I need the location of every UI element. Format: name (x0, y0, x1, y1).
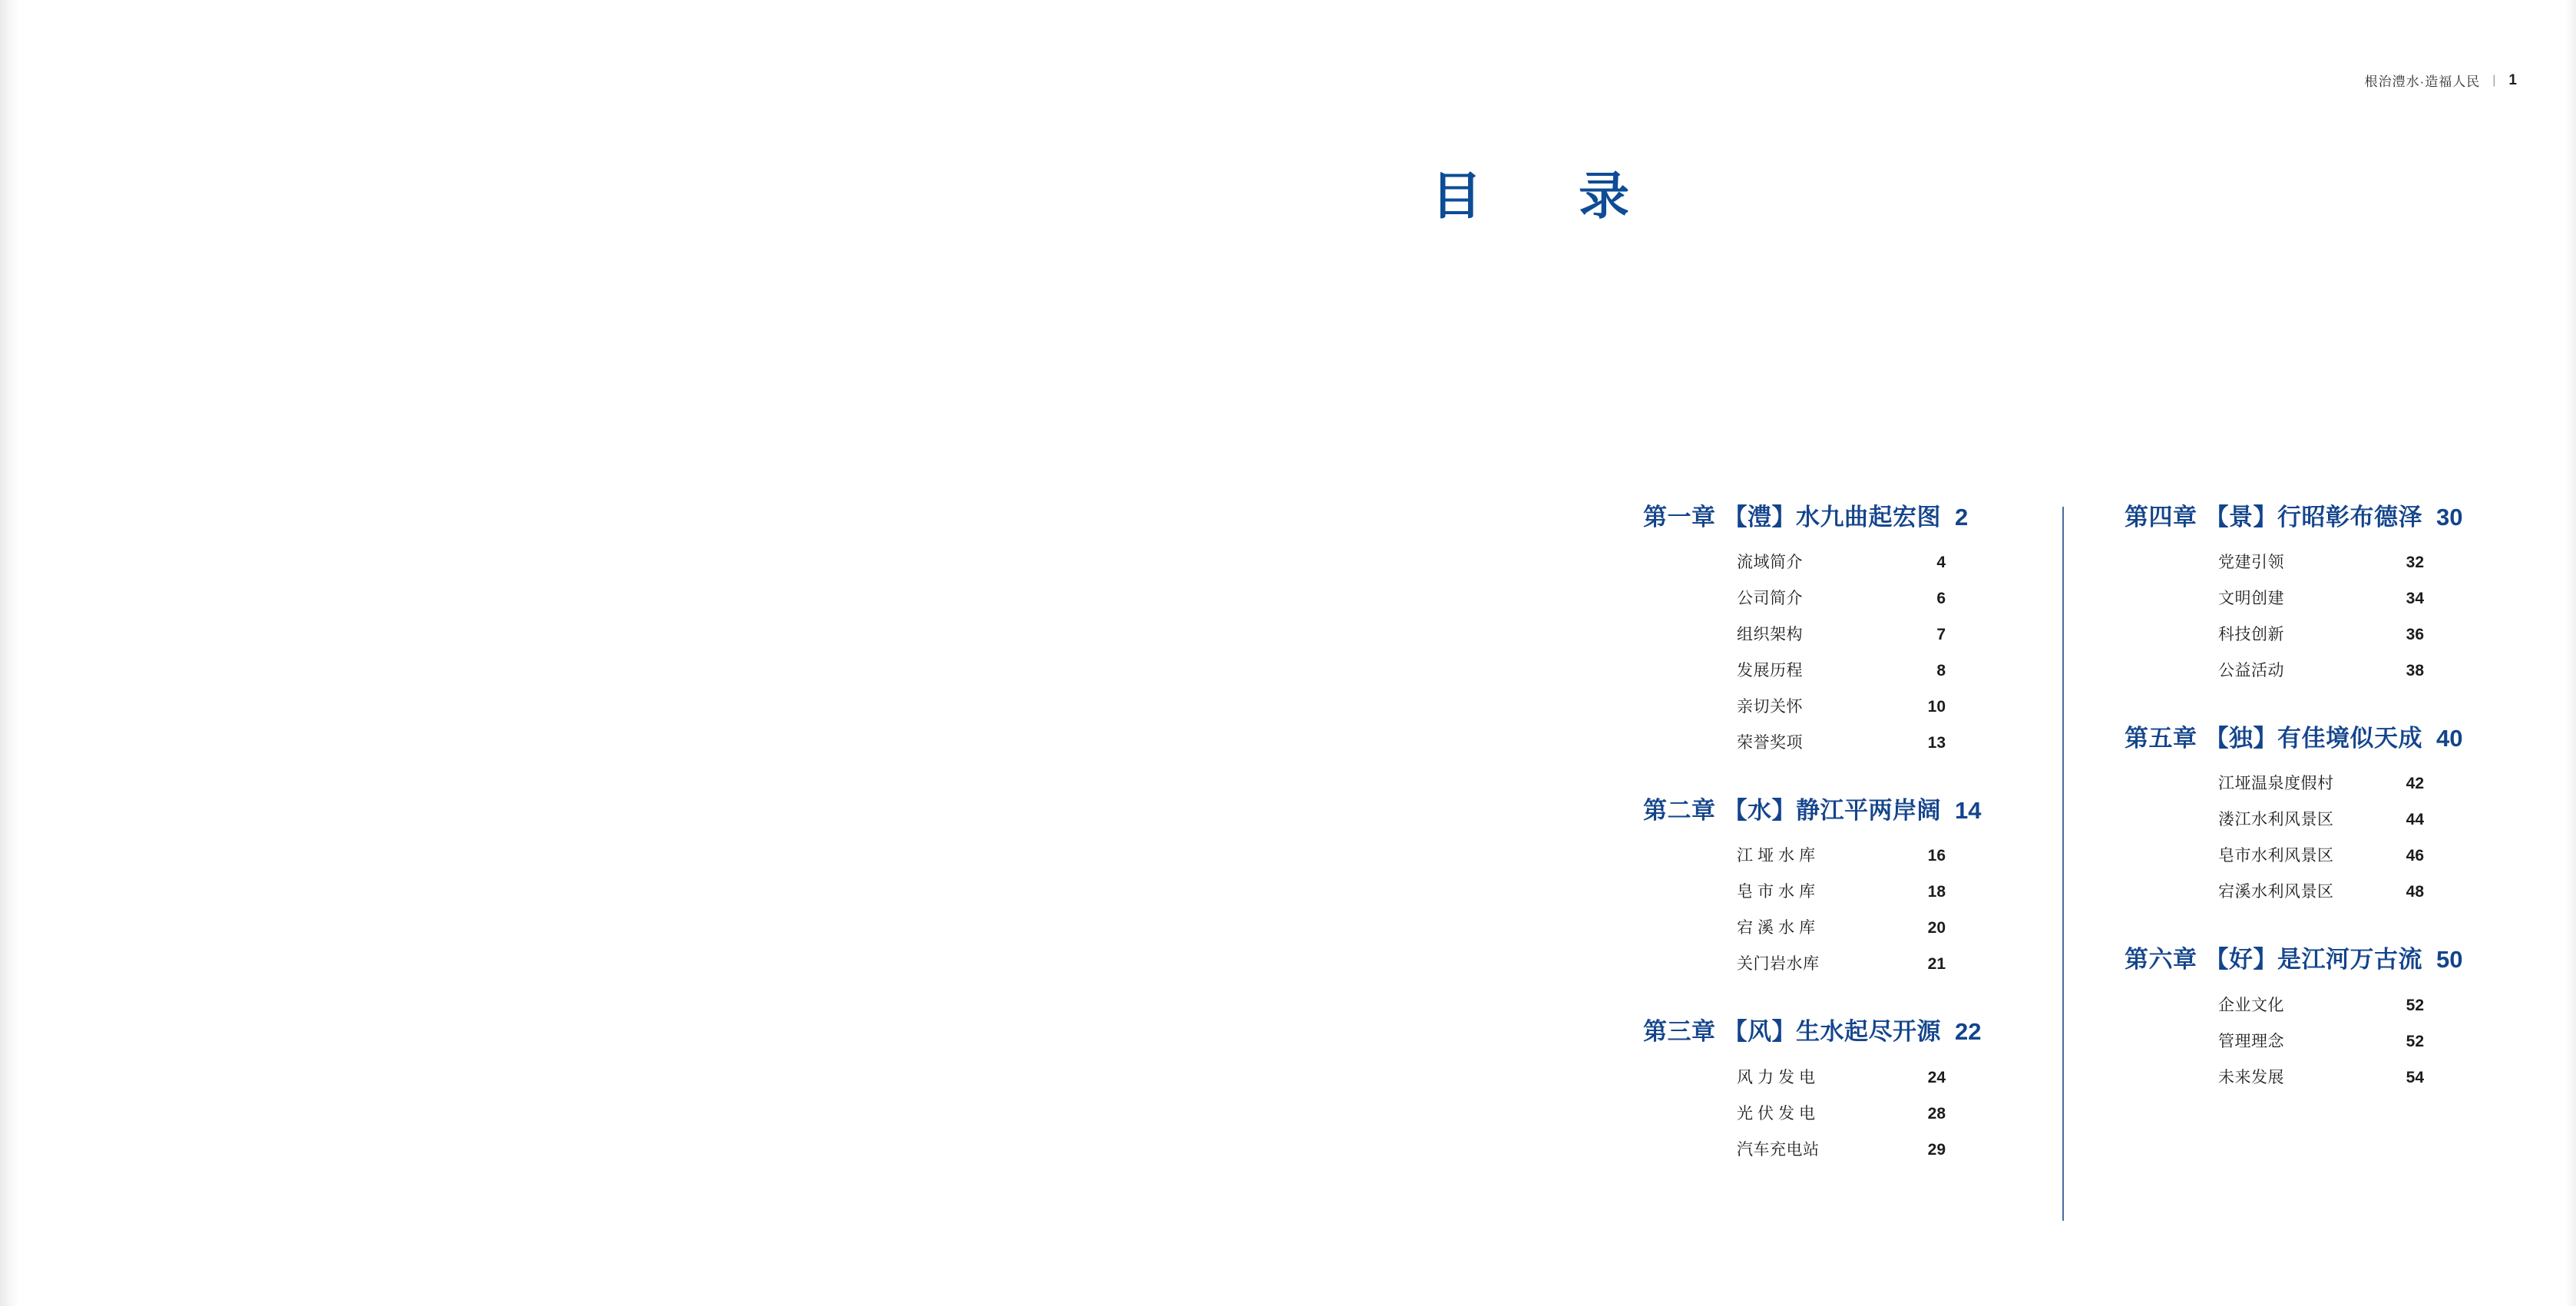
toc-entry[interactable] (2218, 843, 2503, 866)
toc-entry[interactable] (2218, 658, 2503, 681)
chapter-number: 第三章 (1643, 1018, 1716, 1046)
table-of-contents (1643, 503, 2503, 1173)
toc-entry[interactable] (1737, 586, 2022, 609)
entry-label: 企业文化 (2218, 996, 2284, 1014)
chapter-number: 第一章 (1643, 504, 1716, 531)
chapter-title: 【风】生水起尽开源 (1723, 1018, 1941, 1046)
chapter-title: 【好】是江河万古流 (2204, 946, 2422, 974)
chapter-page: 30 (2436, 504, 2463, 531)
entry-label: 组织架构 (1737, 626, 1803, 644)
chapter-page: 40 (2436, 725, 2463, 752)
page-number: 1 (2508, 71, 2518, 88)
entry-page: 18 (1927, 883, 1946, 901)
entry-label: 文明创建 (2218, 590, 2284, 608)
entry-label: 江垭温泉度假村 (2218, 775, 2334, 793)
entry-page: 20 (1927, 919, 1946, 937)
toc-chapter[interactable] (1643, 796, 2022, 974)
entry-page: 24 (1927, 1068, 1946, 1086)
entry-label: 皂市水利风景区 (2218, 847, 2334, 865)
entry-label: 江垭水库 (1737, 847, 1820, 865)
toc-chapter[interactable] (2125, 503, 2503, 681)
chapter-entries (2125, 771, 2503, 902)
toc-entry[interactable] (1737, 879, 2022, 902)
entry-page: 7 (1936, 626, 1946, 644)
toc-entry[interactable] (1737, 730, 2022, 753)
toc-chapter[interactable] (2125, 945, 2503, 1087)
toc-entry[interactable] (1737, 951, 2022, 974)
entry-page: 28 (1927, 1104, 1946, 1122)
chapter-entries (2125, 993, 2503, 1088)
entry-label: 公益活动 (2218, 662, 2284, 680)
chapter-number: 第四章 (2125, 504, 2197, 531)
toc-entry[interactable] (1737, 1101, 2022, 1124)
toc-entry[interactable] (2218, 771, 2503, 794)
chapter-heading[interactable] (1643, 796, 2022, 825)
entry-page: 6 (1936, 590, 1946, 608)
chapter-title: 【水】静江平两岸阔 (1723, 797, 1941, 825)
chapter-entries (2125, 550, 2503, 681)
chapter-heading[interactable] (2125, 503, 2503, 531)
entry-label: 荣誉奖项 (1737, 734, 1803, 752)
entry-label: 汽车充电站 (1737, 1140, 1820, 1159)
toc-entry[interactable] (2218, 550, 2503, 573)
toc-entry[interactable] (2218, 1065, 2503, 1088)
entry-label: 管理理念 (2218, 1032, 2284, 1050)
entry-label: 溇江水利风景区 (2218, 811, 2334, 829)
entry-label: 关门岩水库 (1737, 955, 1820, 974)
chapter-title: 【独】有佳境似天成 (2204, 725, 2422, 752)
toc-chapter[interactable] (1643, 1017, 2022, 1159)
toc-entry[interactable] (1737, 1137, 2022, 1160)
chapter-heading[interactable] (1643, 1017, 2022, 1046)
running-header-separator: | (2492, 73, 2497, 87)
toc-entry[interactable] (2218, 1029, 2503, 1052)
entry-page: 13 (1927, 734, 1946, 752)
entry-page: 10 (1927, 698, 1946, 716)
entry-page: 44 (2406, 811, 2424, 829)
entry-page: 21 (1927, 955, 1946, 974)
entry-label: 光伏发电 (1737, 1104, 1820, 1122)
running-header (2365, 71, 2518, 90)
entry-label: 流域简介 (1737, 554, 1803, 572)
toc-left-column (1643, 503, 2022, 1173)
toc-entry[interactable] (1737, 843, 2022, 866)
chapter-entries (1643, 1065, 2022, 1160)
page-gutter-shadow (0, 0, 20, 1306)
toc-entry[interactable] (1737, 1065, 2022, 1088)
entry-page: 42 (2406, 775, 2424, 793)
entry-label: 科技创新 (2218, 626, 2284, 644)
entry-page: 54 (2406, 1068, 2424, 1086)
entry-page: 52 (2406, 996, 2424, 1014)
toc-entry[interactable] (1737, 694, 2022, 717)
chapter-title: 【景】行昭彰布德泽 (2204, 504, 2422, 531)
entry-page: 32 (2406, 554, 2424, 572)
entry-label: 宕溪水利风景区 (2218, 883, 2334, 901)
chapter-entries (1643, 843, 2022, 974)
entry-page: 16 (1927, 847, 1946, 865)
entry-label: 风力发电 (1737, 1068, 1820, 1086)
page-title: 目 录 (1431, 167, 1652, 224)
toc-entry[interactable] (2218, 622, 2503, 645)
chapter-entries (1643, 550, 2022, 753)
chapter-title: 【澧】水九曲起宏图 (1723, 504, 1941, 531)
chapter-number: 第五章 (2125, 725, 2197, 752)
toc-entry[interactable] (2218, 807, 2503, 830)
toc-chapter[interactable] (2125, 724, 2503, 902)
toc-entry[interactable] (2218, 879, 2503, 902)
page-edge-shadow (2565, 0, 2576, 1306)
entry-page: 38 (2406, 662, 2424, 680)
entry-label: 未来发展 (2218, 1068, 2284, 1086)
chapter-number: 第六章 (2125, 946, 2197, 974)
toc-entry[interactable] (2218, 586, 2503, 609)
chapter-heading[interactable] (1643, 503, 2022, 531)
chapter-heading[interactable] (2125, 945, 2503, 974)
chapter-page: 50 (2436, 946, 2463, 974)
toc-entry[interactable] (1737, 622, 2022, 645)
chapter-page: 14 (1955, 797, 1982, 825)
chapter-page: 22 (1955, 1018, 1982, 1046)
entry-page: 8 (1936, 662, 1946, 680)
toc-entry[interactable] (1737, 550, 2022, 573)
chapter-heading[interactable] (2125, 724, 2503, 752)
entry-page: 29 (1927, 1140, 1946, 1159)
entry-page: 36 (2406, 626, 2424, 644)
entry-page: 34 (2406, 590, 2424, 608)
toc-right-column (2078, 503, 2503, 1173)
entry-page: 46 (2406, 847, 2424, 865)
entry-label: 公司简介 (1737, 590, 1803, 608)
chapter-page: 2 (1955, 504, 1969, 531)
toc-entry[interactable] (1737, 915, 2022, 938)
toc-entry[interactable] (1737, 658, 2022, 681)
toc-entry[interactable] (2218, 993, 2503, 1016)
entry-label: 宕溪水库 (1737, 919, 1820, 937)
entry-page: 52 (2406, 1032, 2424, 1050)
entry-page: 48 (2406, 883, 2424, 901)
entry-label: 党建引领 (2218, 554, 2284, 572)
entry-page: 4 (1936, 554, 1946, 572)
running-header-brand: 根治澧水·造福人民 (2364, 74, 2481, 89)
entry-label: 亲切关怀 (1737, 698, 1803, 716)
entry-label: 发展历程 (1737, 662, 1803, 680)
entry-label: 皂市水库 (1737, 883, 1820, 901)
chapter-number: 第二章 (1643, 797, 1716, 825)
toc-chapter[interactable] (1643, 503, 2022, 753)
